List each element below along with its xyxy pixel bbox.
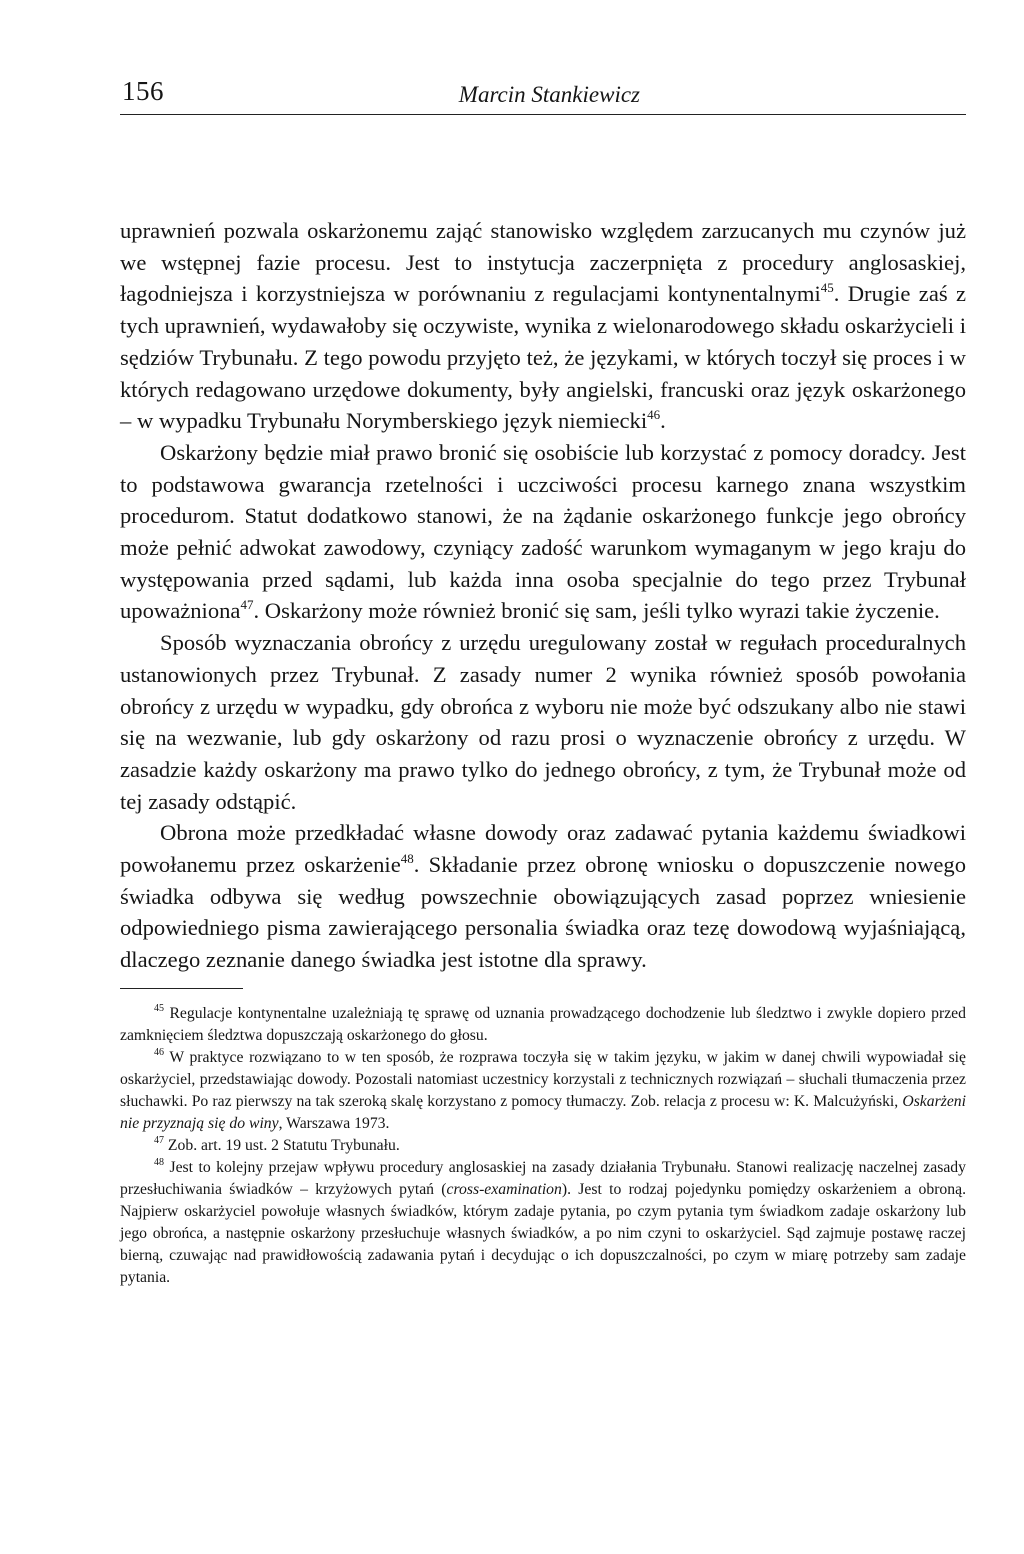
footnote-separator <box>120 988 243 989</box>
footnote-47: $^{47}$ Zob. art. 19 ust. 2 Statutu Trybunału. <box>154 1134 400 1154</box>
footnote-45: $^{45}$ Regulacje kontynentalne uzależniają tę sprawę od uznania prowadzącego dochodzenie lub śledztwo i zwykle dopiero przed zamknięciem śledztwa dopuszczają oskarżonego do głosu. <box>120 1002 966 1044</box>
paragraph-2: Oskarżony będzie miał prawo bronić się osobiście lub korzystać z pomocy doradcy. Jest to podstawowa gwarancja rzetelności i uczciwości procesu karnego znana wszystkim procedurom. Statut dodatkowo stanowi, że na żądanie oskarżonego funkcje jego obrońcy może pełnić adwokat zawodowy, czyniący zadość warunkom wymaganym w jego kraju do występowania przed sądami, lub każda inna osoba specjalnie do tego przez Trybunał upoważniona$^{47}$. Oskarżony może również bronić się sam, jeśli tylko wyrazi takie życzenie. <box>120 439 966 624</box>
book-page <box>120 70 966 1289</box>
main-text <box>120 215 966 976</box>
footnotes <box>120 1003 966 1289</box>
paragraph-4: Obrona może przedkładać własne dowody oraz zadawać pytania każdemu świadkowi powołanemu przez oskarżenie$^{48}$. Składanie przez obronę wniosku o dopuszczenie nowego świadka odbywa się według powszechnie obowiązujących zasad poprzez wniesienie odpowiedniego pisma zawierającego personalia świadka oraz tezę dowodową wyjaśniającą, dlaczego zeznanie danego świadka jest istotne dla sprawy. <box>120 820 967 973</box>
book-title: Oskarżeni nie przyznają się do winy <box>120 1092 966 1132</box>
footnote-46: $^{46}$ W praktyce rozwiązano to w ten sposób, że rozprawa toczyła się w takim języku, w jakim w danej chwili wypowiadał się oskarżyciel, przedstawiając dowody. Pozostali natomiast uczestnicy korzystali z technicznych rozwiązań – słuchali tłumaczenia przez słuchawki. Po raz pierwszy na tak szeroką skalę korzystano z pomocy tłumaczy. Zob. relacja z procesu w: K. Malcużyński, Oskarżeni nie przyznają się do winy, Warszawa 1973. <box>120 1046 966 1132</box>
footnote-ref-47: 47 <box>240 596 254 612</box>
footnote-ref-48: 48 <box>400 850 414 866</box>
page-number: 156 <box>122 76 164 106</box>
running-head-author: Marcin Stankiewicz <box>458 82 640 107</box>
footnote-ref-45: 45 <box>820 279 834 295</box>
footnote-ref-46: 46 <box>647 406 661 422</box>
footnote-48: $^{48}$ Jest to kolejny przejaw wpływu procedury anglosaskiej na zasady działania Trybunału. Stanowi realizację naczelnej zasady przesłuchiwania świadków – krzyżowych pytań (cross-examination). Jest to rodzaj pojedynku pomiędzy oskarżeniem a obroną. Najpierw oskarżyciel powołuje własnych świadków, którym zadaje pytania, po czym pytania tym świadkom zadaje oskarżony lub jego obrońca, a następnie oskarżony przesłuchuje własnych świadków, a po nim czyni to oskarżyciel. Sąd zajmuje postawę raczej bierną, czuwając nad prawidłowością zadawania pytań i decydując o ich dopuszczalności, po czym w miarę potrzeby sam zadaje pytania. <box>120 1156 967 1286</box>
paragraph-3: Sposób wyznaczania obrońcy z urzędu uregulowany został w regułach proceduralnych ustanowionych przez Trybunał. Z zasady numer 2 wynika również sposób powołania obrońcy z urzędu w wypadku, gdy obrońca z wyboru nie może być odszukany albo nie stawi się na wezwanie, lub gdy oskarżony od razu prosi o wyznaczenie obrońcy z urzędu. W zasadzie każdy oskarżony ma prawo tylko do jednego obrońcy, z tym, że Trybunał może od tej zasady odstąpić. <box>120 630 966 814</box>
page-header <box>120 70 966 115</box>
term-cross-examination: cross-examination <box>446 1180 562 1198</box>
paragraph-1: uprawnień pozwala oskarżonemu zająć stanowisko względem zarzucanych mu czynów już we wstępnej fazie procesu. Jest to instytucja zaczerpnięta z procedury anglosaskiej, łagodniejsza i korzystniejsza w porównaniu z regulacjami kontynentalnymi$^{45}$. Drugie zaś z tych uprawnień, wydawałoby się oczywiste, wynika z wielonarodowego składu oskarżycieli i sędziów Trybunału. Z tego powodu przyjęto też, że językami, w których toczył się proces i w których redagowano urzędowe dokumenty, były angielski, francuski oraz język oskarżonego – w wypadku Trybunału Norymberskiego język niemiecki$^{46}$. <box>120 218 966 434</box>
